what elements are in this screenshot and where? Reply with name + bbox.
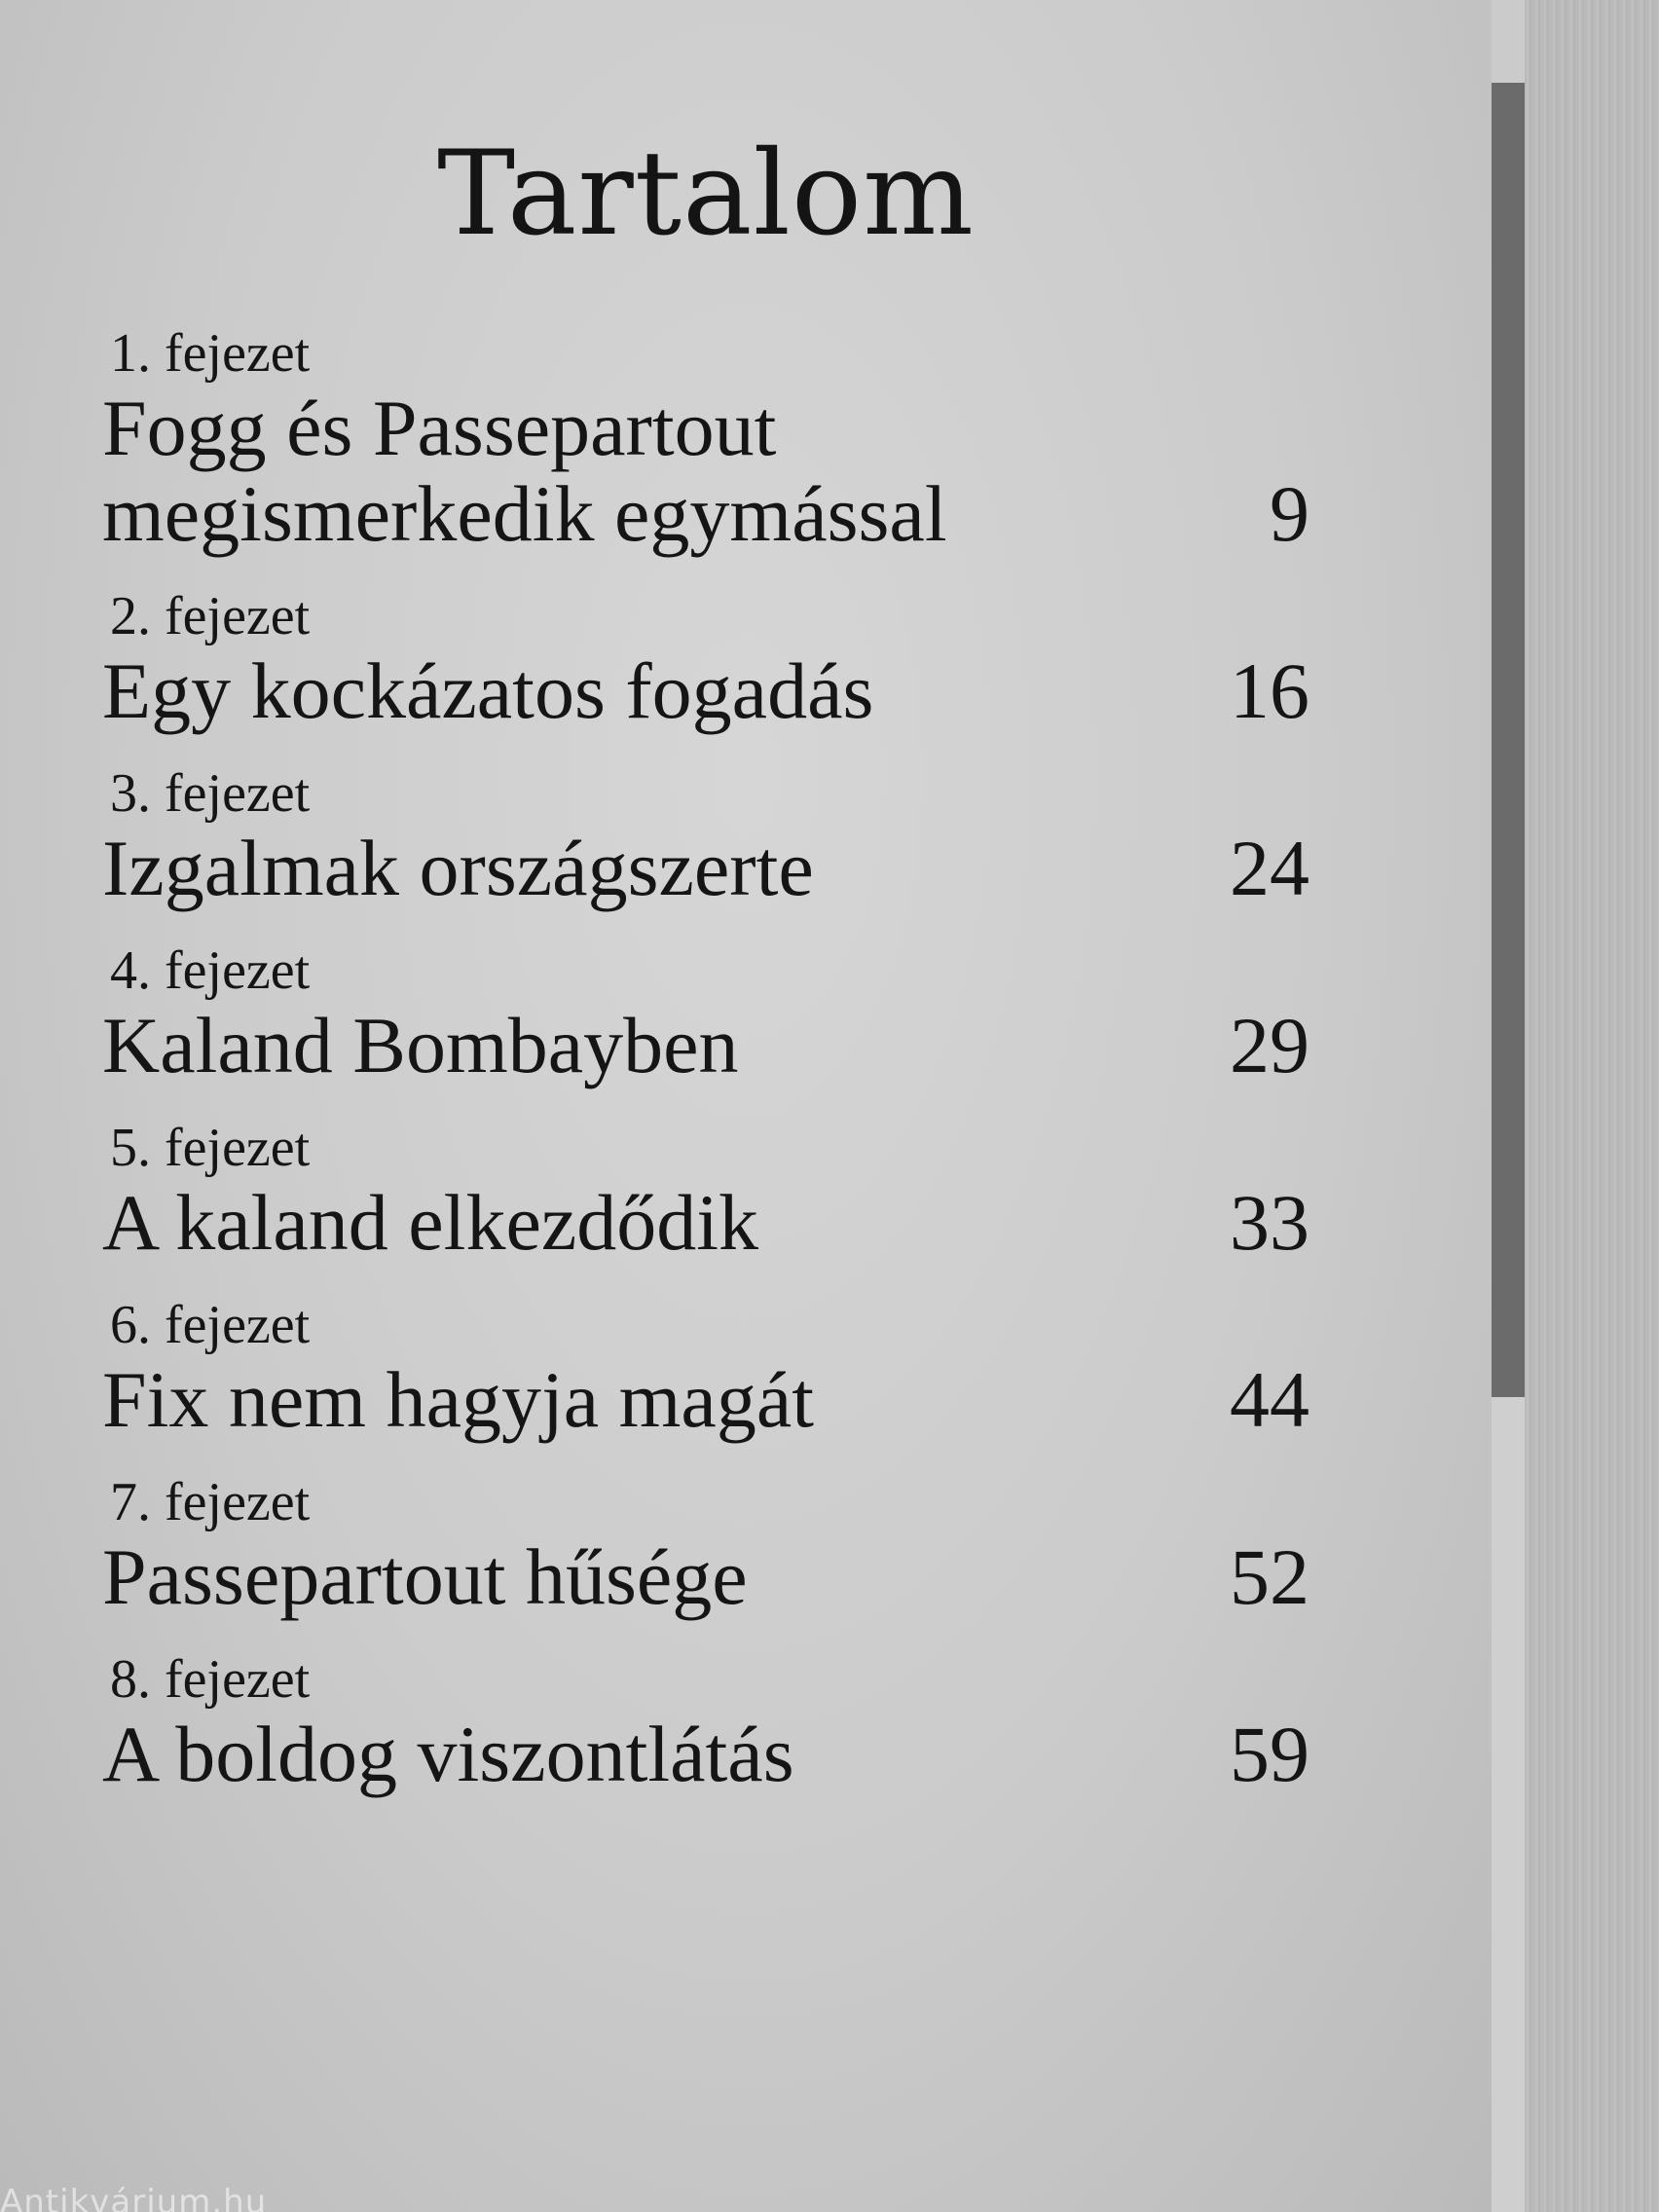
toc-row — [102, 648, 1309, 734]
chapter-label: 3. fejezet — [110, 763, 311, 824]
chapter-label: 8. fejezet — [110, 1649, 311, 1710]
toc-row — [102, 1003, 1309, 1088]
page-number: 29 — [1230, 1001, 1309, 1089]
chapter-title: Kaland Bombayben — [102, 1001, 739, 1089]
toc-row — [102, 1357, 1309, 1443]
chapter-label: 5. fejezet — [110, 1118, 311, 1178]
page-title: Tartalom — [437, 127, 975, 262]
chapter-label: 6. fejezet — [110, 1295, 311, 1355]
toc-entry-3 — [102, 761, 1309, 911]
page-number: 24 — [1230, 824, 1309, 912]
chapter-label: 1. fejezet — [110, 323, 311, 384]
background-surface — [1525, 0, 1659, 2212]
chapter-title: Izgalmak országszerte — [102, 824, 814, 912]
watermark: Antikvárium.hu — [0, 2183, 268, 2212]
toc-row — [102, 1534, 1309, 1620]
toc-row — [102, 826, 1309, 911]
page-number: 44 — [1230, 1355, 1309, 1444]
toc-row — [102, 1712, 1309, 1797]
page-number: 59 — [1230, 1710, 1309, 1798]
toc-entry-6 — [102, 1293, 1309, 1443]
toc-row — [102, 386, 1309, 557]
chapter-label: 4. fejezet — [110, 940, 311, 1001]
chapter-title: Fix nem hagyja magát — [102, 1355, 814, 1444]
book-spine-lower — [1492, 1397, 1525, 2212]
toc-entry-8 — [102, 1647, 1309, 1797]
chapter-title: A kaland elkezdődik — [102, 1178, 759, 1267]
toc-entry-2 — [102, 584, 1309, 734]
page-number: 52 — [1230, 1532, 1309, 1621]
table-of-contents — [102, 321, 1309, 1825]
chapter-title: Passepartout hűsége — [102, 1532, 748, 1621]
toc-entry-1 — [102, 321, 1309, 557]
page-number: 16 — [1230, 646, 1309, 735]
chapter-title: Egy kockázatos fogadás — [102, 646, 874, 735]
toc-entry-5 — [102, 1116, 1309, 1266]
chapter-title: A boldog viszontlátás — [102, 1710, 794, 1798]
book-spine-top — [1492, 0, 1525, 83]
toc-row — [102, 1180, 1309, 1266]
page-number: 9 — [1270, 469, 1309, 558]
toc-entry-7 — [102, 1470, 1309, 1620]
chapter-label: 7. fejezet — [110, 1472, 311, 1532]
chapter-title: Fogg és Passepartout megismerkedik egymással — [102, 384, 947, 558]
book-spine-band — [1492, 83, 1525, 1397]
toc-entry-4 — [102, 939, 1309, 1088]
chapter-label: 2. fejezet — [110, 586, 311, 646]
page-number: 33 — [1230, 1178, 1309, 1267]
